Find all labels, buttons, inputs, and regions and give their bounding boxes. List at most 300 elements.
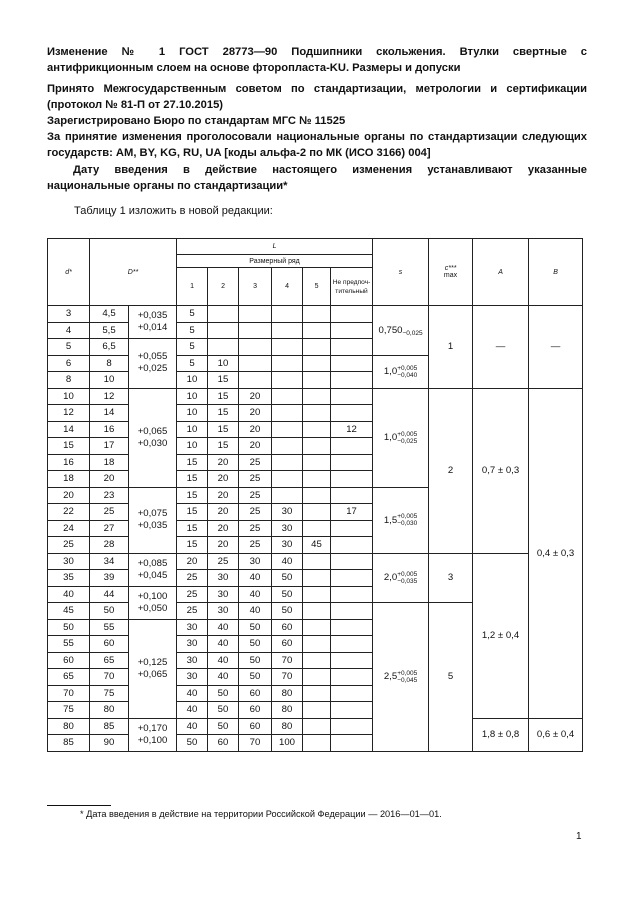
cell-L2: 50 <box>208 718 239 735</box>
wall-thickness-lower: −0,025 <box>402 330 423 338</box>
cell-L2: 30 <box>208 586 239 603</box>
header-col-2: 2 <box>208 268 239 306</box>
cell-D: 60 <box>90 636 129 653</box>
wall-thickness-base: 2,5 <box>383 671 398 683</box>
cell-L3: 20 <box>239 405 272 422</box>
tolerance-upper: +0,075 <box>137 508 168 519</box>
cell-L-not-preferred <box>331 339 373 356</box>
header-col-4: 4 <box>272 268 303 306</box>
cell-L2: 40 <box>208 619 239 636</box>
cell-L4: 60 <box>272 619 303 636</box>
cell-L5 <box>303 339 331 356</box>
cell-L1: 5 <box>177 355 208 372</box>
cell-L1: 25 <box>177 586 208 603</box>
cell-D: 20 <box>90 471 129 488</box>
cell-c-max: 2 <box>429 388 473 553</box>
cell-L4: 70 <box>272 669 303 686</box>
cell-L5 <box>303 322 331 339</box>
cell-d: 22 <box>48 504 90 521</box>
cell-A: 1,8 ± 0,8 <box>473 718 529 751</box>
cell-L3: 40 <box>239 603 272 620</box>
cell-L3 <box>239 322 272 339</box>
cell-L-not-preferred <box>331 685 373 702</box>
header-s: s <box>373 239 429 306</box>
cell-L3: 60 <box>239 718 272 735</box>
cell-d: 5 <box>48 339 90 356</box>
cell-L4: 70 <box>272 652 303 669</box>
cell-L5 <box>303 669 331 686</box>
tolerance-upper: +0,065 <box>137 425 168 437</box>
cell-L-not-preferred <box>331 306 373 323</box>
cell-d: 14 <box>48 421 90 438</box>
cell-L-not-preferred <box>331 652 373 669</box>
table-row <box>48 388 583 405</box>
cell-L1: 40 <box>177 718 208 735</box>
cell-D-tolerance <box>129 619 177 718</box>
cell-L5 <box>303 619 331 636</box>
cell-d: 24 <box>48 520 90 537</box>
cell-L4 <box>272 372 303 389</box>
wall-thickness-tolerance <box>397 571 417 585</box>
cell-L1: 15 <box>177 471 208 488</box>
cell-d: 75 <box>48 702 90 719</box>
tolerance-lower: +0,065 <box>137 668 168 680</box>
cell-L4 <box>272 421 303 438</box>
tolerance-upper: +0,055 <box>137 351 168 363</box>
voting-note: За принятие изменения проголосовали национальные органы по стандартизации следующих государств: AM, BY, KG, RU, UA [коды альфа-2 по МК (ИСО 3166) 004] <box>47 131 587 159</box>
cell-L-not-preferred <box>331 669 373 686</box>
cell-L4 <box>272 355 303 372</box>
cell-d: 25 <box>48 537 90 554</box>
cell-L3: 25 <box>239 520 272 537</box>
cell-D: 8 <box>90 355 129 372</box>
cell-L2: 40 <box>208 652 239 669</box>
cell-D: 65 <box>90 652 129 669</box>
cell-L1: 40 <box>177 702 208 719</box>
header-c <box>429 239 473 306</box>
cell-L5 <box>303 702 331 719</box>
tolerance-upper: +0,170 <box>137 722 168 734</box>
header-D: D** <box>90 239 177 306</box>
wall-thickness-lower: −0,040 <box>397 371 418 379</box>
cell-L3: 25 <box>239 471 272 488</box>
cell-L3 <box>239 306 272 323</box>
wall-thickness-base: 1,0 <box>383 366 398 378</box>
cell-L4: 50 <box>272 603 303 620</box>
cell-L-not-preferred <box>331 586 373 603</box>
cell-d: 3 <box>48 306 90 323</box>
wall-thickness-tolerance <box>397 431 417 445</box>
cell-L4 <box>272 454 303 471</box>
effective-date-note: Дату введения в действие настоящего изменения устанавливают указанные национальные органы по стандартизации* <box>47 164 587 192</box>
wall-thickness-base: 2,0 <box>383 572 398 584</box>
cell-D: 44 <box>90 586 129 603</box>
wall-thickness-value <box>379 325 423 336</box>
header-L: L <box>177 239 373 255</box>
cell-L2: 20 <box>208 537 239 554</box>
cell-c-max: 1 <box>429 306 473 389</box>
wall-thickness-tolerance <box>397 365 417 379</box>
cell-L1: 10 <box>177 405 208 422</box>
cell-L3: 25 <box>239 504 272 521</box>
cell-d: 80 <box>48 718 90 735</box>
cell-d: 55 <box>48 636 90 653</box>
cell-L5 <box>303 603 331 620</box>
cell-L-not-preferred <box>331 322 373 339</box>
cell-L-not-preferred <box>331 636 373 653</box>
amendment-title: Изменение № 1 ГОСТ 28773—90 Подшипники скольжения. Втулки свертные с антифрикционным слоем на основе фторопласта-KU. Размеры и допуски <box>47 46 587 74</box>
cell-L2: 15 <box>208 388 239 405</box>
wall-thickness-upper: +0,005 <box>397 669 418 677</box>
cell-L1: 10 <box>177 388 208 405</box>
cell-L-not-preferred <box>331 537 373 554</box>
cell-L2: 30 <box>208 603 239 620</box>
cell-L1: 30 <box>177 636 208 653</box>
tolerance-lower: +0,035 <box>137 520 168 531</box>
cell-L5 <box>303 718 331 735</box>
cell-L4: 40 <box>272 553 303 570</box>
wall-thickness-lower: −0,035 <box>397 577 418 585</box>
cell-L-not-preferred <box>331 372 373 389</box>
cell-d: 10 <box>48 388 90 405</box>
cell-s <box>373 355 429 388</box>
cell-D: 16 <box>90 421 129 438</box>
cell-L3: 25 <box>239 487 272 504</box>
cell-L1: 5 <box>177 339 208 356</box>
cell-L3: 25 <box>239 537 272 554</box>
cell-D-tolerance <box>129 388 177 487</box>
cell-L5 <box>303 454 331 471</box>
cell-D: 50 <box>90 603 129 620</box>
wall-thickness-upper: +0,005 <box>397 430 418 438</box>
cell-L5 <box>303 685 331 702</box>
cell-L5 <box>303 355 331 372</box>
cell-L5 <box>303 520 331 537</box>
cell-L-not-preferred <box>331 570 373 587</box>
cell-L5: 45 <box>303 537 331 554</box>
cell-L4: 30 <box>272 520 303 537</box>
cell-d: 20 <box>48 487 90 504</box>
cell-L1: 5 <box>177 306 208 323</box>
cell-c-max: 5 <box>429 603 473 752</box>
wall-thickness-base: 0,750 <box>378 324 403 336</box>
cell-d: 16 <box>48 454 90 471</box>
cell-L5 <box>303 735 331 752</box>
cell-L1: 40 <box>177 685 208 702</box>
tolerance-lower: +0,025 <box>137 363 168 375</box>
cell-L3 <box>239 372 272 389</box>
cell-d: 35 <box>48 570 90 587</box>
cell-s <box>373 487 429 553</box>
wall-thickness-value <box>384 671 417 682</box>
table-row <box>48 718 583 735</box>
cell-D: 12 <box>90 388 129 405</box>
wall-thickness-value <box>384 572 417 583</box>
cell-D: 4,5 <box>90 306 129 323</box>
cell-L4: 80 <box>272 702 303 719</box>
cell-L5 <box>303 372 331 389</box>
cell-L5 <box>303 421 331 438</box>
cell-L-not-preferred <box>331 454 373 471</box>
wall-thickness-base: 1,0 <box>383 432 398 444</box>
cell-L3: 60 <box>239 685 272 702</box>
cell-L1: 5 <box>177 322 208 339</box>
cell-s <box>373 306 429 356</box>
cell-L3: 25 <box>239 454 272 471</box>
cell-L5 <box>303 388 331 405</box>
header-B: B <box>529 239 583 306</box>
cell-L3: 40 <box>239 586 272 603</box>
adoption-note: Принято Межгосударственным советом по стандартизации, метрологии и сертификации (протокол № 81-П от 27.10.2015) <box>47 83 587 111</box>
cell-L1: 30 <box>177 652 208 669</box>
cell-L1: 15 <box>177 537 208 554</box>
cell-L2: 25 <box>208 553 239 570</box>
cell-D-tolerance <box>129 718 177 751</box>
wall-thickness-upper: +0,005 <box>397 364 418 372</box>
cell-L2: 20 <box>208 504 239 521</box>
cell-L4 <box>272 306 303 323</box>
cell-L4 <box>272 405 303 422</box>
tolerance-upper: +0,100 <box>137 590 168 602</box>
cell-L-not-preferred <box>331 438 373 455</box>
cell-D: 14 <box>90 405 129 422</box>
cell-A: — <box>473 306 529 389</box>
wall-thickness-tolerance <box>403 323 423 337</box>
cell-L1: 10 <box>177 421 208 438</box>
header-series: Размерный ряд <box>177 255 373 268</box>
cell-A: 1,2 ± 0,4 <box>473 553 529 718</box>
cell-L4: 100 <box>272 735 303 752</box>
cell-D-tolerance <box>129 306 177 339</box>
cell-L4 <box>272 388 303 405</box>
cell-L3: 20 <box>239 438 272 455</box>
table-intro: Таблицу 1 изложить в новой редакции: <box>74 205 273 217</box>
cell-L-not-preferred <box>331 553 373 570</box>
table-body <box>48 306 583 752</box>
cell-L5 <box>303 487 331 504</box>
cell-L4: 50 <box>272 570 303 587</box>
cell-d: 40 <box>48 586 90 603</box>
cell-L1: 10 <box>177 438 208 455</box>
cell-D: 10 <box>90 372 129 389</box>
table-row <box>48 553 583 570</box>
cell-L4 <box>272 487 303 504</box>
cell-L2: 15 <box>208 372 239 389</box>
wall-thickness-lower: −0,045 <box>397 676 418 684</box>
cell-L2: 50 <box>208 685 239 702</box>
cell-s <box>373 553 429 603</box>
cell-L4 <box>272 322 303 339</box>
cell-D: 23 <box>90 487 129 504</box>
cell-D: 5,5 <box>90 322 129 339</box>
cell-L1: 15 <box>177 487 208 504</box>
wall-thickness-value <box>384 515 417 526</box>
cell-L2: 40 <box>208 669 239 686</box>
cell-L3: 40 <box>239 570 272 587</box>
cell-L4 <box>272 471 303 488</box>
cell-L3: 50 <box>239 669 272 686</box>
cell-L-not-preferred <box>331 520 373 537</box>
cell-L5 <box>303 636 331 653</box>
cell-L2: 15 <box>208 438 239 455</box>
wall-thickness-value <box>384 366 417 377</box>
cell-L2 <box>208 322 239 339</box>
cell-L2: 60 <box>208 735 239 752</box>
cell-D: 17 <box>90 438 129 455</box>
cell-L-not-preferred <box>331 718 373 735</box>
cell-L-not-preferred <box>331 735 373 752</box>
wall-thickness-lower: −0,025 <box>397 437 418 445</box>
cell-d: 60 <box>48 652 90 669</box>
cell-s <box>373 388 429 487</box>
cell-L2: 20 <box>208 471 239 488</box>
tolerance-lower: +0,100 <box>137 734 168 746</box>
cell-D: 25 <box>90 504 129 521</box>
cell-L1: 25 <box>177 570 208 587</box>
cell-d: 18 <box>48 471 90 488</box>
cell-L2: 20 <box>208 520 239 537</box>
cell-L2: 15 <box>208 405 239 422</box>
cell-L2: 30 <box>208 570 239 587</box>
cell-D: 70 <box>90 669 129 686</box>
cell-L5 <box>303 405 331 422</box>
cell-L-not-preferred <box>331 388 373 405</box>
tolerance-lower: +0,014 <box>137 322 168 333</box>
dimensions-table <box>47 238 583 752</box>
cell-L4: 80 <box>272 685 303 702</box>
cell-d: 4 <box>48 322 90 339</box>
tolerance-upper: +0,035 <box>137 310 168 321</box>
wall-thickness-upper <box>403 323 423 330</box>
cell-L-not-preferred: 12 <box>331 421 373 438</box>
cell-L4: 50 <box>272 586 303 603</box>
tolerance-upper: +0,125 <box>137 656 168 668</box>
cell-D: 85 <box>90 718 129 735</box>
table-row <box>48 306 583 323</box>
cell-B: 0,6 ± 0,4 <box>529 718 583 751</box>
cell-D-tolerance <box>129 553 177 586</box>
page-number: 1 <box>576 831 582 842</box>
cell-L3: 50 <box>239 652 272 669</box>
cell-D-tolerance <box>129 487 177 553</box>
tolerance-upper: +0,085 <box>137 557 168 569</box>
cell-L-not-preferred <box>331 487 373 504</box>
header-c-max: max <box>443 272 458 279</box>
cell-L4 <box>272 339 303 356</box>
wall-thickness-base: 1,5 <box>383 514 398 526</box>
cell-L2: 10 <box>208 355 239 372</box>
cell-L2: 15 <box>208 421 239 438</box>
cell-L4: 30 <box>272 537 303 554</box>
cell-L5 <box>303 471 331 488</box>
tolerance-lower: +0,030 <box>137 437 168 449</box>
cell-L1: 50 <box>177 735 208 752</box>
cell-L5 <box>303 652 331 669</box>
tolerance-lower: +0,045 <box>137 569 168 581</box>
wall-thickness-upper: +0,005 <box>397 513 418 520</box>
wall-thickness-tolerance <box>397 670 417 684</box>
cell-L1: 30 <box>177 619 208 636</box>
header-col-3: 3 <box>239 268 272 306</box>
cell-d: 15 <box>48 438 90 455</box>
cell-D: 18 <box>90 454 129 471</box>
header-not-preferred: Не предпоч-тительный <box>331 268 373 306</box>
cell-L3: 70 <box>239 735 272 752</box>
cell-d: 70 <box>48 685 90 702</box>
cell-c-max: 3 <box>429 553 473 603</box>
cell-L5 <box>303 570 331 587</box>
cell-L3: 30 <box>239 553 272 570</box>
cell-D: 28 <box>90 537 129 554</box>
cell-L-not-preferred <box>331 355 373 372</box>
cell-D: 6,5 <box>90 339 129 356</box>
cell-D: 39 <box>90 570 129 587</box>
cell-L1: 15 <box>177 454 208 471</box>
header-col-5: 5 <box>303 268 331 306</box>
footnote-divider <box>47 805 111 806</box>
cell-L-not-preferred: 17 <box>331 504 373 521</box>
cell-d: 45 <box>48 603 90 620</box>
cell-d: 50 <box>48 619 90 636</box>
cell-B: — <box>529 306 583 389</box>
cell-L2: 40 <box>208 636 239 653</box>
cell-d: 85 <box>48 735 90 752</box>
cell-L1: 15 <box>177 504 208 521</box>
cell-d: 65 <box>48 669 90 686</box>
cell-L1: 20 <box>177 553 208 570</box>
cell-L5 <box>303 306 331 323</box>
cell-L2 <box>208 339 239 356</box>
cell-L1: 10 <box>177 372 208 389</box>
cell-L3 <box>239 339 272 356</box>
cell-L3: 50 <box>239 636 272 653</box>
cell-L3: 60 <box>239 702 272 719</box>
cell-L2: 20 <box>208 487 239 504</box>
cell-L3: 20 <box>239 421 272 438</box>
cell-L3: 20 <box>239 388 272 405</box>
cell-D: 55 <box>90 619 129 636</box>
cell-d: 6 <box>48 355 90 372</box>
cell-d: 30 <box>48 553 90 570</box>
cell-L5 <box>303 553 331 570</box>
cell-d: 12 <box>48 405 90 422</box>
cell-L1: 25 <box>177 603 208 620</box>
cell-L-not-preferred <box>331 619 373 636</box>
cell-L5 <box>303 438 331 455</box>
cell-B: 0,4 ± 0,3 <box>529 388 583 718</box>
footnote: * Дата введения в действие на территории Российской Федерации — 2016—01—01. <box>80 809 442 819</box>
cell-L2: 20 <box>208 454 239 471</box>
cell-L-not-preferred <box>331 405 373 422</box>
cell-L-not-preferred <box>331 702 373 719</box>
wall-thickness-tolerance <box>397 513 417 527</box>
cell-L3 <box>239 355 272 372</box>
cell-s <box>373 603 429 752</box>
cell-D-tolerance <box>129 339 177 389</box>
cell-d: 8 <box>48 372 90 389</box>
cell-D: 80 <box>90 702 129 719</box>
cell-L1: 15 <box>177 520 208 537</box>
wall-thickness-upper: +0,005 <box>397 570 418 578</box>
cell-L3: 50 <box>239 619 272 636</box>
cell-L4 <box>272 438 303 455</box>
cell-L5 <box>303 504 331 521</box>
header-col-1: 1 <box>177 268 208 306</box>
cell-L-not-preferred <box>331 603 373 620</box>
registration-note: Зарегистрировано Бюро по стандартам МГС № 11525 <box>47 115 346 127</box>
cell-L2 <box>208 306 239 323</box>
cell-L2: 50 <box>208 702 239 719</box>
